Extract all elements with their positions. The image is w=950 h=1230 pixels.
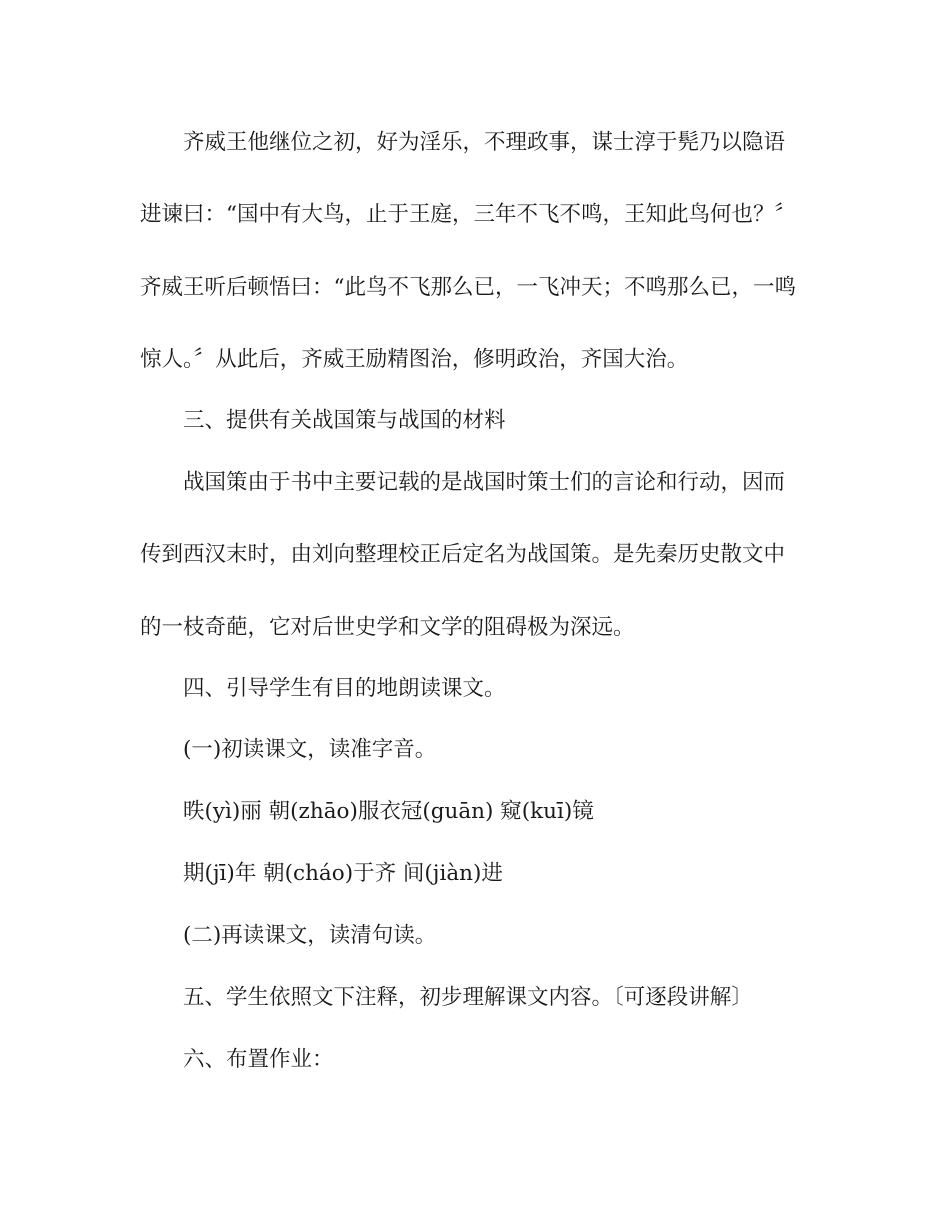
paragraph-line: 齐威王他继位之初，好为淫乐，不理政事，谋士淳于髡乃以隐语 <box>183 130 786 155</box>
subsection-heading: (二)再读课文，读清句读。 <box>183 923 437 948</box>
section-heading: 三、提供有关战国策与战国的材料 <box>183 408 506 433</box>
paragraph-line: 惊人。〞从此后，齐威王励精图治，修明政治，齐国大治。 <box>140 347 689 372</box>
paragraph-line: 进谏曰：“国中有大鸟，止于王庭，三年不飞不鸣，王知此鸟何也？〞 <box>140 202 796 227</box>
subsection-heading: (一)初读课文，读准字音。 <box>183 737 437 762</box>
paragraph-line: 传到西汉末时，由刘向整理校正后定名为战国策。是先秦历史散文中 <box>140 542 786 567</box>
section-heading: 四、引导学生有目的地朗读课文。 <box>183 676 506 701</box>
pronunciation-line: 昳(yì)丽 朝(zhāo)服衣冠(guān) 窥(kuī)镜 <box>183 799 594 824</box>
section-heading: 六、布置作业： <box>183 1047 334 1072</box>
paragraph-line: 的一枝奇葩，它对后世史学和文学的阻碍极为深远。 <box>140 615 635 640</box>
pronunciation-line: 期(jī)年 朝(cháo)于齐 间(jiàn)进 <box>183 861 503 886</box>
section-heading: 五、学生依照文下注释，初步理解课文内容。〔可逐段讲解〕 <box>183 985 753 1010</box>
paragraph-line: 齐威王听后顿悟曰：“此鸟不飞那么已，一飞冲天；不鸣那么已，一鸣 <box>140 275 796 300</box>
paragraph-line: 战国策由于书中主要记载的是战国时策士们的言论和行动，因而 <box>183 470 786 495</box>
